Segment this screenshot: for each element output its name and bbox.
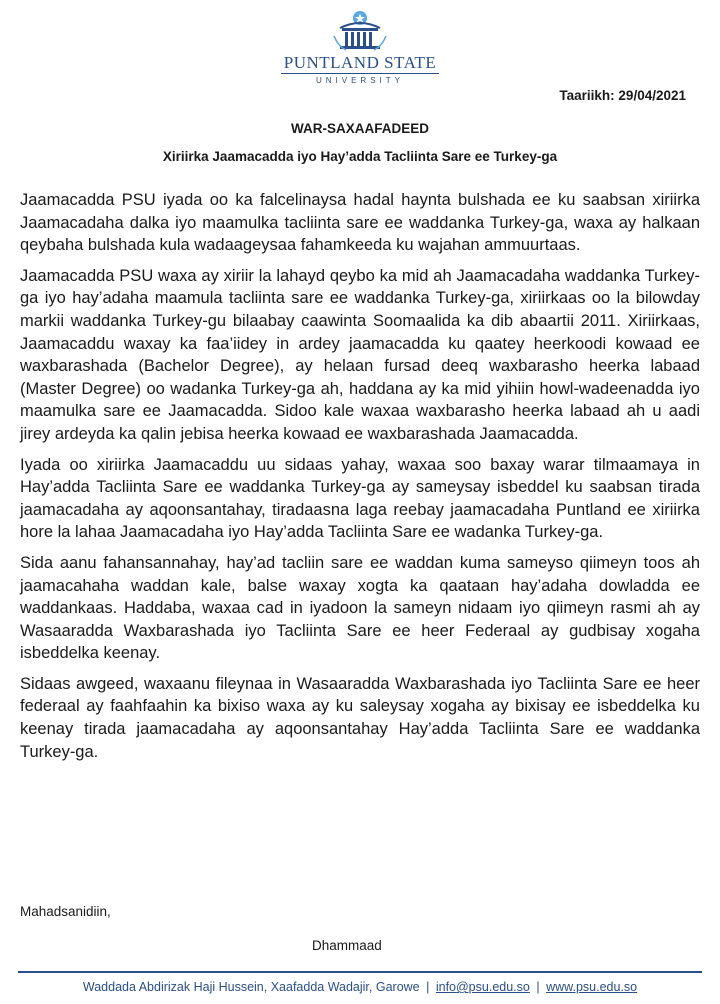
logo-name: PUNTLAND STATE <box>283 53 437 72</box>
footer-divider <box>18 971 702 973</box>
body-paragraph-2: Jaamacadda PSU waxa ay xiriir la lahayd qeybo ka mid ah Jaamacadaha waddanka Turkey-ga iyo hay’adaha maamula tacliinta sare ee waddanka Turkey-ga, xiriirkaas oo la bilowday markii waddanka Turkey-gu bilaabay caawinta Soomaalida ka dib abaartii 2011. Xiriirkaas, Jaamacaddu waxay ka faa’iidey in ardey jaamacadda ku qaatey heerkoodi kowaad ee waxbarashada (Bachelor Degree), ay helaan fursad deeq waxbarasho heerka labaad (Master Degree) oo wadanka Turkey-ga ah, haddana ay ka mid yihiin howl-wadeenadda iyo maamulka sare ee Jaamacadda. Sidoo kale waxaa waxbarasho heerka labaad ah u aadi jirey ardeyda ka qalin jebisa heerka kowaad ee waxbarashada Jaamacadda. <box>20 266 700 443</box>
signature-text: Dhammaad <box>312 938 382 953</box>
document-heading: WAR-SAXAAFADEED <box>290 121 429 136</box>
closing-text: Mahadsanidiin, <box>20 904 111 919</box>
logo-divider <box>281 73 439 74</box>
logo-subtitle: UNIVERSITY <box>315 76 404 85</box>
body-paragraph-3: Iyada oo xiriirka Jaamacaddu uu sidaas yahay, waxaa soo baxay warar tilmaamaya in Hay’adda Tacliinta Sare ee waddanka Turkey-ga ay sameysay isbeddel ku saabsan tirada jaamacadaha ay aqoonsantahay, tiradaasna laga reebay jaamacadaha Puntland ee xiriirka hore la lahaa Jaamacadaha iyo Hay’adda Tacliinta Sare ee wadanka Turkey-ga. <box>20 455 700 542</box>
footer-website-link[interactable]: www.psu.edu.so <box>546 980 638 994</box>
university-logo <box>0 6 720 86</box>
footer-email-link[interactable]: info@psu.edu.so <box>435 980 530 994</box>
document-subheading: Xiriirka Jaamacadda iyo Hay’adda Tacliinta Sare ee Turkey-ga <box>162 149 558 164</box>
footer <box>0 980 720 994</box>
university-emblem-icon <box>324 6 396 52</box>
body-paragraph-1: Jaamacadda PSU iyada oo ka falcelinaysa hadal haynta bulshada ee ku saabsan xiriirka Jaamacadaha dalka iyo maamulka tacliinta sare ee waddanka Turkey-ga, waxa ay halkaan qeybaha bulshada kula wadaageysaa fahamkeeda ku wajahan ammuurtaas. <box>20 191 700 255</box>
footer-address: Waddada Abdirizak Haji Hussein, Xaafadda Wadajir, Garowe <box>82 980 420 994</box>
document-date: Taariikh: 29/04/2021 <box>559 88 686 103</box>
document-body <box>20 189 700 771</box>
body-paragraph-4: Sida aanu fahansannahay, hay’ad tacliin sare ee waddan kuma sameyso qiimeyn toos ah jaamacahaha waddan kale, balse waxay xogta ka qaataan hay’adaha dowladda ee waddankaas. Haddaba, waxaa cad in iyadoon la sameyn nidaam iyo qiimeyn rasmi ah ay Wasaaradda Waxbarashada iyo Tacliinta Sare ee heer Federaal ay gudbisay xogaha isbeddelka keenay. <box>20 553 700 663</box>
footer-separator: | <box>536 980 540 994</box>
footer-separator: | <box>426 980 430 994</box>
body-paragraph-5: Sidaas awgeed, waxaanu fileynaa in Wasaaradda Waxbarashada iyo Tacliinta Sare ee heer federaal ay faahfaahin ka bixiso waxa ay ku saleysay xogaha ay bixisay ee isbeddelka ku keenay tirada jaamacadaha ay aqoonsantahay Hay’adda Tacliinta Sare ee waddanka Turkey-ga. <box>20 674 700 761</box>
